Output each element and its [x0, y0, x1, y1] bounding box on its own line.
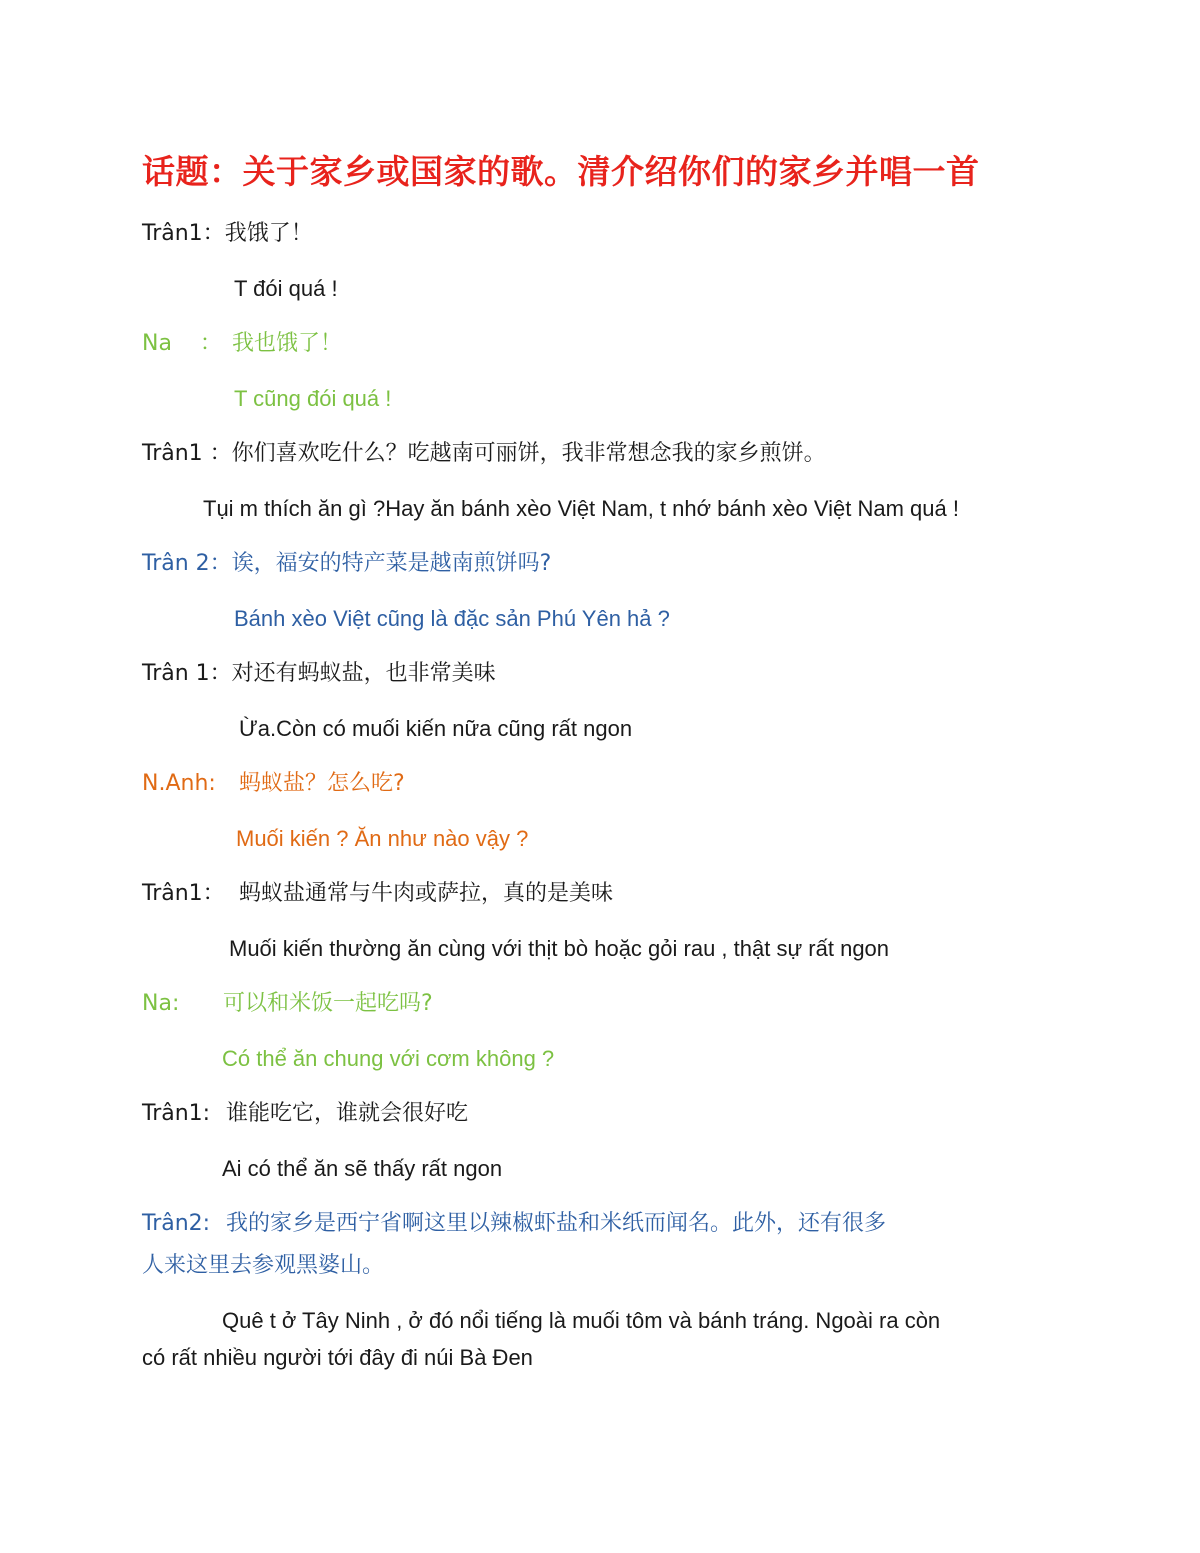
vietnamese-translation: Ừa.Còn có muối kiến nữa cũng rất ngon — [239, 716, 633, 741]
speaker-label: Na ： — [142, 331, 222, 356]
vietnamese-translation: T đói quá ! — [234, 276, 338, 301]
vietnamese-translation: Quê t ở Tây Ninh , ở đó nổi tiếng là muối tôm và bánh tráng. Ngoài ra còn — [222, 1308, 941, 1333]
vietnamese-translation: T cũng đói quá ! — [234, 386, 392, 411]
chinese-text: 谁能吃它，谁就会很好吃 — [226, 1101, 469, 1126]
chinese-text: 你们喜欢吃什么？吃越南可丽饼，我非常想念我的家乡煎饼。 — [231, 441, 826, 466]
dialogue-line-zh — [142, 439, 826, 469]
speaker-label: N.Anh: — [142, 771, 216, 796]
dialogue-line-zh — [142, 879, 613, 909]
chinese-text: 我饿了！ — [224, 221, 313, 246]
chinese-text: 蚂蚁盐通常与牛肉或萨拉，真的是美味 — [239, 881, 614, 906]
speaker-label: Trân1： — [142, 881, 225, 906]
speaker-label: Trân1： — [142, 221, 225, 246]
dialogue-line-zh — [142, 1209, 886, 1239]
chinese-text: 对还有蚂蚁盐，也非常美味 — [231, 661, 496, 686]
chinese-text: 蚂蚁盐？怎么吃? — [239, 771, 405, 796]
speaker-label: Trân1 ： — [142, 441, 232, 466]
dialogue-line-zh — [142, 989, 433, 1019]
vietnamese-translation: Muối kiến thường ăn cùng với thịt bò hoặc gỏi rau , thật sự rất ngon — [229, 936, 890, 961]
vietnamese-translation: Muối kiến ? Ăn như nào vậy ? — [236, 826, 529, 851]
chinese-text: 可以和米饭一起吃吗? — [223, 991, 433, 1016]
dialogue-line-zh — [142, 549, 551, 579]
vietnamese-translation: Ai có thể ăn sẽ thấy rất ngon — [222, 1156, 503, 1181]
vietnamese-translation-continued: có rất nhiều người tới đây đi núi Bà Đen — [142, 1345, 533, 1370]
dialogue-line-zh — [142, 219, 313, 249]
speaker-label: Trân2: — [142, 1211, 211, 1236]
vietnamese-translation: Tụi m thích ăn gì ?Hay ăn bánh xèo Việt Nam, t nhớ bánh xèo Việt Nam quá ! — [203, 496, 959, 521]
speaker-label: Trân 1： — [142, 661, 232, 686]
vietnamese-translation: Có thể ăn chung với cơm không ? — [222, 1046, 555, 1071]
speaker-label: Na: — [142, 991, 180, 1016]
dialogue-line-zh — [142, 329, 342, 359]
dialogue-line-zh — [142, 659, 496, 689]
page-title: 话题：关于家乡或国家的歌。清介绍你们的家乡并唱一首 — [142, 152, 980, 191]
chinese-text-continued: 人来这里去参观黑婆山。 — [142, 1253, 385, 1278]
chinese-text: 我的家乡是西宁省啊这里以辣椒虾盐和米纸而闻名。此外，还有很多 — [226, 1211, 887, 1236]
speaker-label: Trân 2： — [142, 551, 232, 576]
chinese-text: 诶，福安的特产菜是越南煎饼吗? — [231, 551, 552, 576]
speaker-label: Trân1: — [142, 1101, 211, 1126]
chinese-text: 我也饿了！ — [232, 331, 343, 356]
dialogue-line-zh — [142, 1099, 468, 1129]
vietnamese-translation: Bánh xèo Việt cũng là đặc sản Phú Yên hả ? — [234, 606, 670, 631]
dialogue-line-zh — [142, 769, 405, 799]
